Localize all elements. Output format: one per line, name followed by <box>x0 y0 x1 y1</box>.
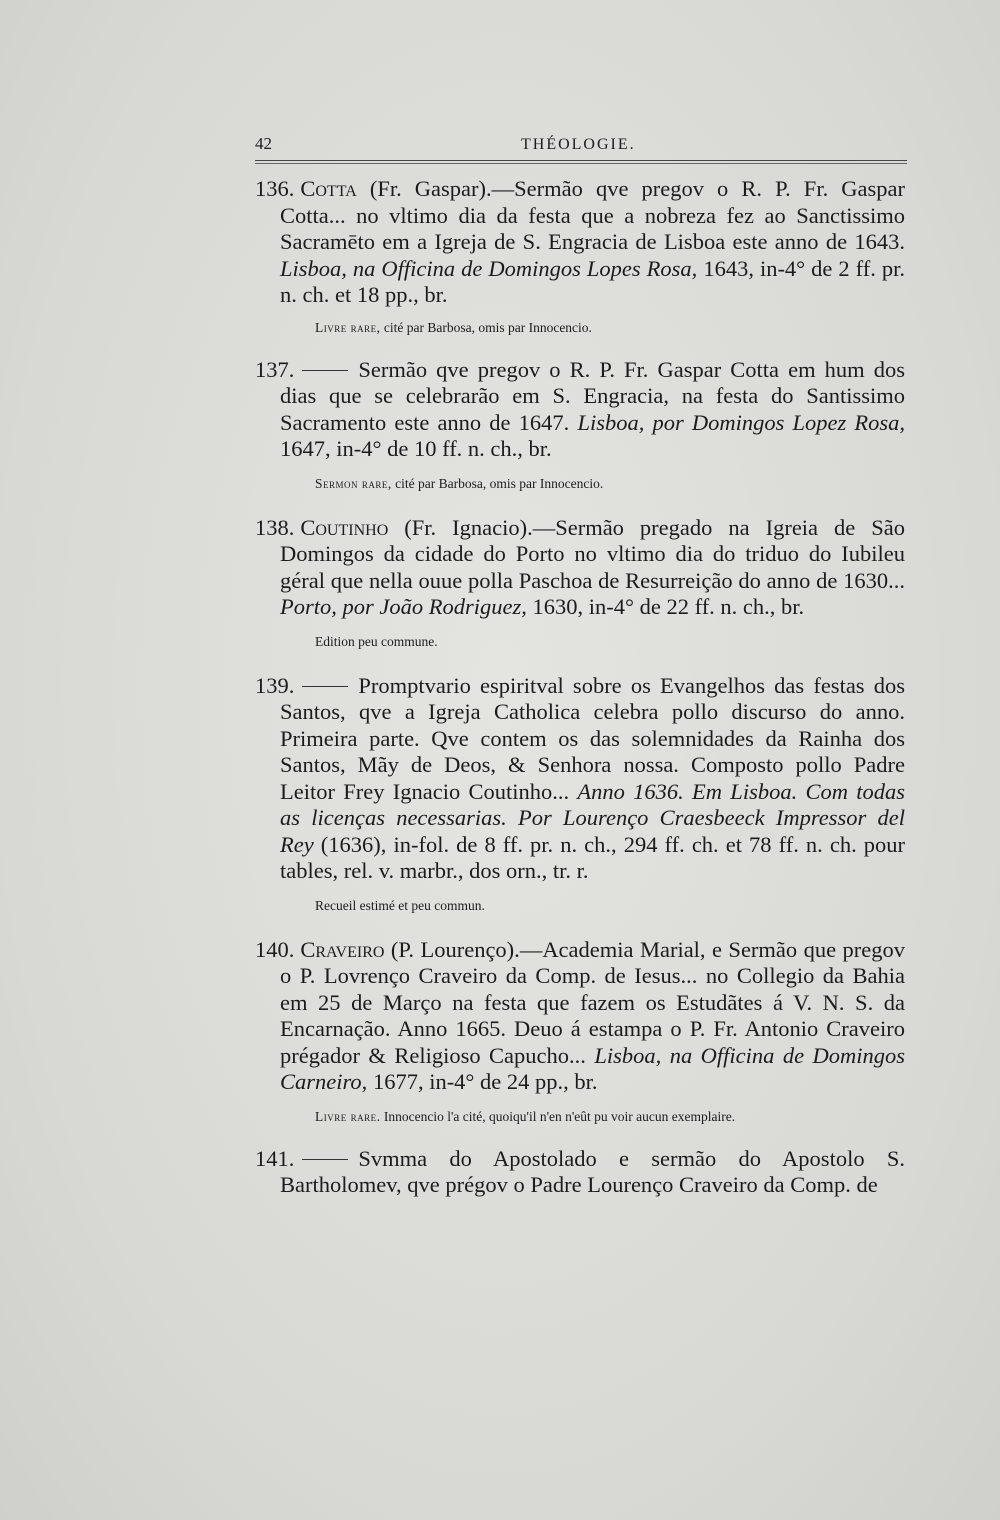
note-text: cité par Barbosa, omis par Innocencio. <box>383 319 592 335</box>
entry-title: —Academia Marial, e Sermão que pregov o P. Lovrenço Craveiro da Comp. de Iesus... no Collegio da Bahia em 25 de Março na festa que fazem os Estudãtes á V. N. S. da Encarnação. Anno 1665. Deuo á estampa o P. Fr. Antonio Craveiro prégador & Religioso Capucho... <box>280 936 906 1068</box>
entry-imprint: Porto, por João Rodriguez, <box>280 594 527 619</box>
ditto-dash <box>302 370 348 371</box>
note-lead: Sermon rare, <box>315 475 392 491</box>
note-text: cité par Barbosa, omis par Innocencio. <box>395 475 604 491</box>
entry-body <box>255 673 905 885</box>
ditto-dash <box>302 1159 348 1160</box>
note-text: Innocencio l'a cité, quoiqu'il n'en n'eût pu voir aucun exemplaire. <box>383 1108 736 1124</box>
note-text: Edition peu commune. <box>315 633 438 649</box>
entry-body <box>255 937 905 1096</box>
entry-author-detail: (P. Lourenço). <box>390 936 520 962</box>
entry-number: 141. <box>255 1145 295 1171</box>
entry-author-detail: (Fr. Gaspar). <box>369 176 492 201</box>
entry-collation: 1643, in-4° de 2 ff. pr. n. ch. et 18 pp., br. <box>280 255 906 307</box>
entry-number: 138. <box>255 514 295 540</box>
entry-note <box>255 633 905 651</box>
running-header <box>255 132 905 160</box>
catalogue-entry <box>255 176 905 337</box>
entry-note <box>255 319 905 337</box>
entry-note <box>255 1108 905 1126</box>
entry-author: Cotta <box>300 176 357 201</box>
header-rule <box>255 160 907 164</box>
running-title: THÉOLOGIE. <box>521 136 636 153</box>
catalogue-entry <box>255 515 905 651</box>
entry-title: Promptvario espiritval sobre os Evangelhos das festas dos Santos, qve a Igreja Catholica celebra pollo discurso do anno. Primeira parte. Qve contem os das solemnidades da Rainha dos Santos, Mãy de Deos, & Senhora nossa. Composto pollo Padre Leitor Frey Ignacio Coutinho... <box>280 672 905 804</box>
entry-imprint: Lisboa, por Domingos Lopez Rosa, <box>577 409 906 435</box>
entry-author: Coutinho <box>300 514 389 540</box>
entry-imprint: Lisboa, na Officina de Domingos Carneiro, <box>280 1042 906 1094</box>
entry-number: 136. <box>255 176 295 201</box>
entry-number: 139. <box>255 672 295 698</box>
note-text: Recueil estimé et peu commun. <box>315 897 485 913</box>
entry-body <box>255 357 905 463</box>
entry-collation: 1630, in-4° de 22 ff. n. ch., br. <box>532 594 805 619</box>
entry-author-detail: (Fr. Ignacio). <box>404 514 533 540</box>
entry-title: —Sermão qve pregov o R. P. Fr. Gaspar Cotta... no vltimo dia da festa que a nobreza fez ao Sanctissimo Sacramēto em a Igreja de S. Engracia de Lisboa este anno de 1643. <box>280 176 905 254</box>
entry-imprint: Anno 1636. Em Lisboa. Com todas as licenças necessarias. Por Lourenço Craesbeeck Impressor del Rey <box>280 778 905 857</box>
note-lead: Livre rare. <box>315 1108 381 1124</box>
entry-body <box>255 176 905 309</box>
entry-collation: 1647, in-4° de 10 ff. n. ch., br. <box>280 436 552 461</box>
entry-body <box>255 515 905 621</box>
catalogue-entry <box>255 357 905 493</box>
entry-imprint: Lisboa, na Officina de Domingos Lopes Rosa, <box>280 255 698 281</box>
entry-title: —Sermão pregado na Igreia de São Domingos da cidade do Porto no vltimo dia do triduo do Iubileu géral que nella ouue polla Paschoa de Resurreição do anno de 1630... <box>280 514 905 593</box>
entry-note <box>255 897 905 915</box>
entry-body <box>255 1146 905 1199</box>
entry-title: Sermão qve pregov o R. P. Fr. Gaspar Cotta em hum dos dias que se celebrarão em S. Engracia, na festa do Santissimo Sacramento este anno de 1647. <box>280 356 905 435</box>
entry-title: Svmma do Apostolado e sermão do Apostolo S. Bartholomev, qve prégov o Padre Lourenço Craveiro da Comp. de <box>280 1145 905 1197</box>
entry-collation: 1677, in-4° de 24 pp., br. <box>372 1069 598 1094</box>
catalogue-entries <box>255 176 905 1199</box>
entry-number: 137. <box>255 356 295 382</box>
catalogue-entry <box>255 937 905 1126</box>
entry-number: 140. <box>255 936 295 962</box>
entry-note <box>255 475 905 493</box>
ditto-dash <box>302 686 348 687</box>
catalogue-entry <box>255 673 905 915</box>
entry-author: Craveiro <box>300 936 385 962</box>
catalogue-entry <box>255 1146 905 1199</box>
note-lead: Livre rare, <box>315 319 381 335</box>
entry-collation: (1636), in-fol. de 8 ff. pr. n. ch., 294 ff. ch. et 78 ff. n. ch. pour tables, rel. v. marbr., dos orn., tr. r. <box>280 831 906 883</box>
page-number: 42 <box>255 134 272 153</box>
